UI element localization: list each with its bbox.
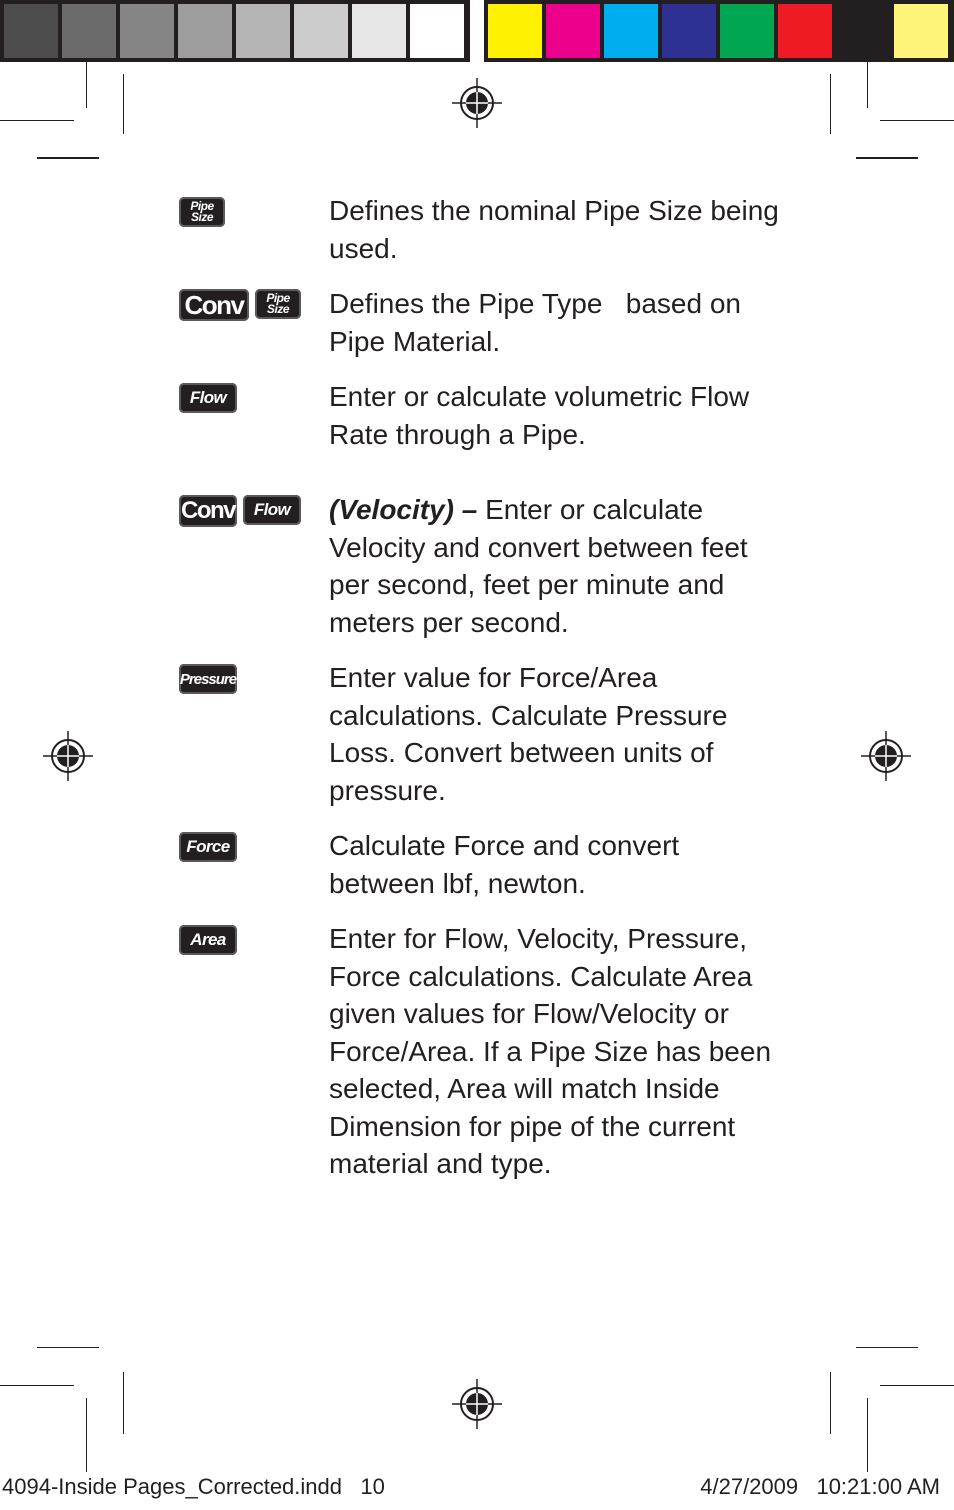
crop-mark: [880, 120, 954, 121]
crop-mark: [0, 1385, 74, 1386]
key-group: [179, 383, 237, 413]
crop-mark: [856, 1347, 918, 1348]
area-key: Area: [179, 925, 237, 955]
force-key: Force: [179, 832, 237, 862]
pipe-size-key: Pipe Size: [179, 197, 225, 227]
entry-description: Enter or calculate volumetric Flow Rate through a Pipe.: [329, 381, 750, 450]
entry-description: Defines the nominal Pipe Size being used.: [329, 195, 779, 264]
color-swatch-1: [488, 4, 542, 58]
flow-key: Flow: [243, 495, 301, 525]
gray-swatch-7: [352, 4, 406, 58]
gray-swatch-1: [4, 4, 58, 58]
key-group: [179, 925, 237, 955]
gray-swatch-4: [178, 4, 232, 58]
conv-key: Conv: [179, 289, 249, 321]
color-swatch-8: [894, 4, 948, 58]
crop-mark: [123, 1372, 124, 1434]
grayscale-bar: [0, 0, 470, 62]
color-swatch-5: [720, 4, 774, 58]
crop-mark: [86, 1398, 87, 1472]
flow-key: Flow: [179, 383, 237, 413]
pressure-key: Pressure: [179, 664, 237, 694]
key-group: [179, 197, 225, 227]
key-group: [179, 664, 237, 694]
crop-mark: [830, 1372, 831, 1434]
entry-description: [329, 491, 779, 641]
key-group: [179, 495, 301, 527]
color-swatch-4: [662, 4, 716, 58]
entry-description: Calculate Force and convert between lbf, newton.: [329, 830, 680, 899]
gray-swatch-3: [120, 4, 174, 58]
color-swatch-6: [778, 4, 832, 58]
crop-mark: [880, 1385, 954, 1386]
crop-mark: [830, 74, 831, 134]
velocity-lead: (Velocity) –: [329, 494, 478, 525]
crop-mark: [867, 1398, 868, 1472]
crop-mark: [37, 157, 99, 159]
color-bar: [484, 0, 954, 62]
registration-mark-icon: [452, 1379, 502, 1429]
crop-mark: [123, 74, 124, 134]
footer-timestamp: 4/27/2009 10:21:00 AM: [700, 1474, 940, 1499]
registration-mark-icon: [861, 731, 911, 781]
entry-description: Defines the Pipe Type based on Pipe Material.: [329, 288, 749, 357]
footer-file-info: 4094-Inside Pages_Corrected.indd 10: [2, 1474, 385, 1499]
entry-description: Enter value for Force/Area calculations. Calculate Pressure Loss. Convert between units of pressure.: [329, 662, 728, 806]
registration-mark-icon: [43, 731, 93, 781]
crop-mark: [86, 62, 87, 108]
gray-swatch-8: [410, 4, 464, 58]
gray-swatch-5: [236, 4, 290, 58]
velocity-text: Enter or calculate Velocity and convert between feet per second, feet per minute and meters per second.: [329, 494, 748, 638]
key-group: [179, 289, 301, 321]
key-group: [179, 832, 237, 862]
gray-swatch-2: [62, 4, 116, 58]
gray-swatch-6: [294, 4, 348, 58]
color-swatch-3: [604, 4, 658, 58]
crop-mark: [37, 1347, 99, 1348]
crop-mark: [867, 62, 868, 108]
crop-mark: [0, 120, 74, 121]
pipe-size-key: Pipe Size: [255, 289, 301, 319]
registration-mark-icon: [452, 78, 502, 128]
color-swatch-7: [836, 4, 890, 58]
crop-mark: [856, 157, 918, 159]
entry-description: Enter for Flow, Velocity, Pressure, Force calculations. Calculate Area given values for Flow/Velocity or Force/Area. If a Pipe Size has been selected, Area will match Inside Dimension for pipe of the current material and type.: [329, 923, 772, 1179]
conv-key: Conv: [179, 495, 237, 527]
color-swatch-2: [546, 4, 600, 58]
